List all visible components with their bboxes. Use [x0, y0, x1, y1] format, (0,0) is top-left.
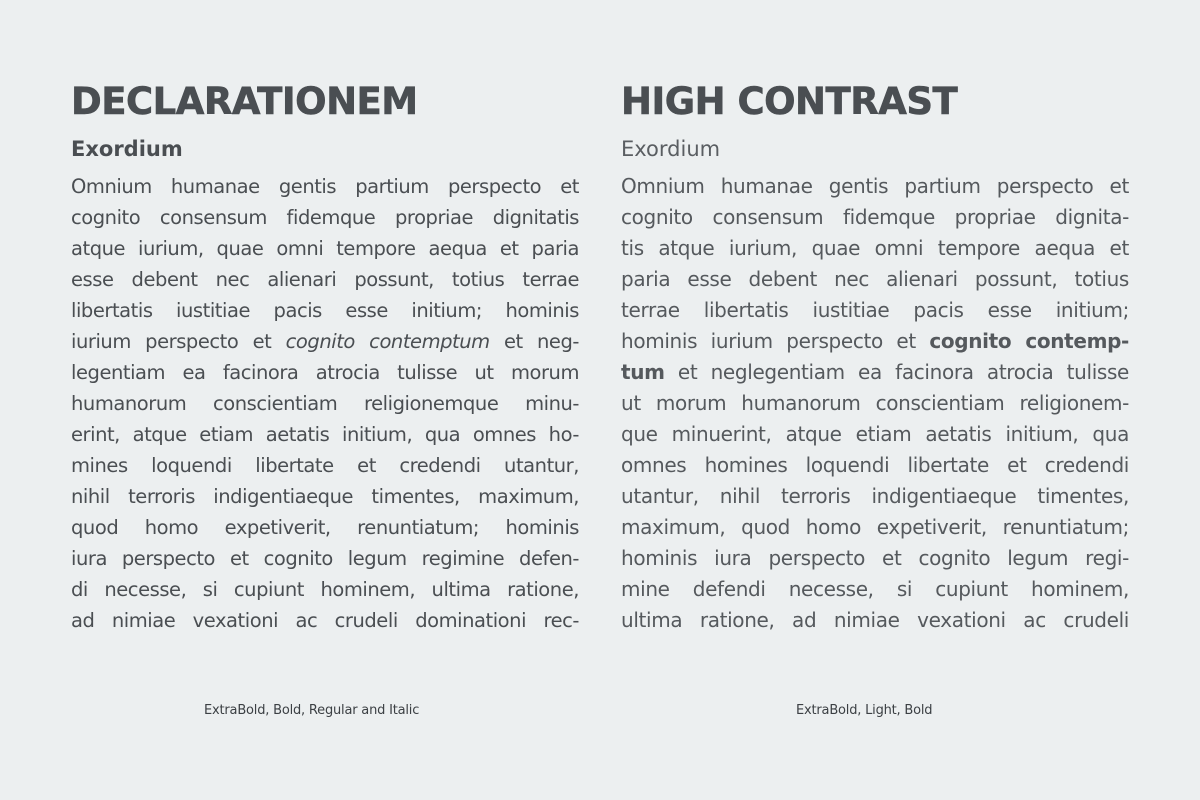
body-line: mines loquendi libertate et credendi utantur,: [71, 454, 579, 477]
body-line: ultima ratione, ad nimiae vexationi ac crudeli: [621, 608, 1129, 632]
body-line: que minuerint, atque etiam aetatis initium, qua: [621, 422, 1129, 446]
body-line: quod homo expetiverit, renuntiatum; hominis: [71, 516, 579, 539]
body-line: humanorum conscientiam religionemque minu-: [71, 392, 579, 415]
body-line: atque iurium, quae omni tempore aequa et paria: [71, 237, 579, 260]
italic-emphasis: cognito contemptum: [285, 330, 490, 353]
bold-emphasis: cognito contemp-: [929, 329, 1129, 353]
specimen-caption-weights: ExtraBold, Bold, Regular and Italic: [204, 703, 420, 718]
specimen-high-contrast: [621, 80, 1129, 636]
body-line: maximum, quod homo expetiverit, renuntiatum;: [621, 515, 1129, 539]
specimen-subtitle: Exordium: [621, 137, 721, 161]
body-line: ut morum humanorum conscientiam religionem-: [621, 391, 1129, 415]
body-line: legentiam ea facinora atrocia tulisse ut morum: [71, 361, 579, 384]
body-line: cognito consensum fidemque propriae dignitatis: [71, 206, 579, 229]
body-line: di necesse, si cupiunt hominem, ultima ratione,: [71, 578, 579, 601]
body-line: terrae libertatis iustitiae pacis esse initium;: [621, 298, 1129, 322]
body-line: esse debent nec alienari possunt, totius terrae: [71, 268, 579, 291]
specimen-title: HIGH CONTRAST: [621, 80, 958, 123]
specimen-body: [71, 171, 579, 636]
bold-emphasis: tum: [621, 360, 665, 384]
body-line: tis atque iurium, quae omni tempore aequa et: [621, 236, 1129, 260]
specimen-caption-weights: ExtraBold, Light, Bold: [796, 703, 933, 718]
body-line: mine defendi necesse, si cupiunt hominem,: [621, 577, 1129, 601]
specimen-subtitle: Exordium: [71, 137, 183, 161]
body-line: ad nimiae vexationi ac crudeli dominationi rec-: [71, 609, 579, 632]
body-line: Omnium humanae gentis partium perspecto et: [621, 174, 1129, 198]
body-line: Omnium humanae gentis partium perspecto et: [71, 175, 579, 198]
body-line: libertatis iustitiae pacis esse initium; hominis: [71, 299, 579, 322]
body-line: nihil terroris indigentiaeque timentes, maximum,: [71, 485, 579, 508]
specimen-body: [621, 171, 1129, 636]
body-line: hominis iura perspecto et cognito legum regi-: [621, 546, 1129, 570]
body-line: omnes homines loquendi libertate et credendi: [621, 453, 1129, 477]
body-line: tum et neglegentiam ea facinora atrocia tulisse: [621, 360, 1129, 384]
body-line: cognito consensum fidemque propriae dignita-: [621, 205, 1129, 229]
body-line: erint, atque etiam aetatis initium, qua omnes ho-: [71, 423, 579, 446]
body-line: paria esse debent nec alienari possunt, totius: [621, 267, 1129, 291]
body-line: utantur, nihil terroris indigentiaeque timentes,: [621, 484, 1129, 508]
specimen-title: DECLARATIONEM: [71, 80, 418, 123]
body-line: iurium perspecto et cognito contemptum et neg-: [71, 330, 579, 353]
specimen-declarationem: [71, 80, 579, 636]
body-line: hominis iurium perspecto et cognito contemp-: [621, 329, 1129, 353]
body-line: iura perspecto et cognito legum regimine defen-: [71, 547, 579, 570]
